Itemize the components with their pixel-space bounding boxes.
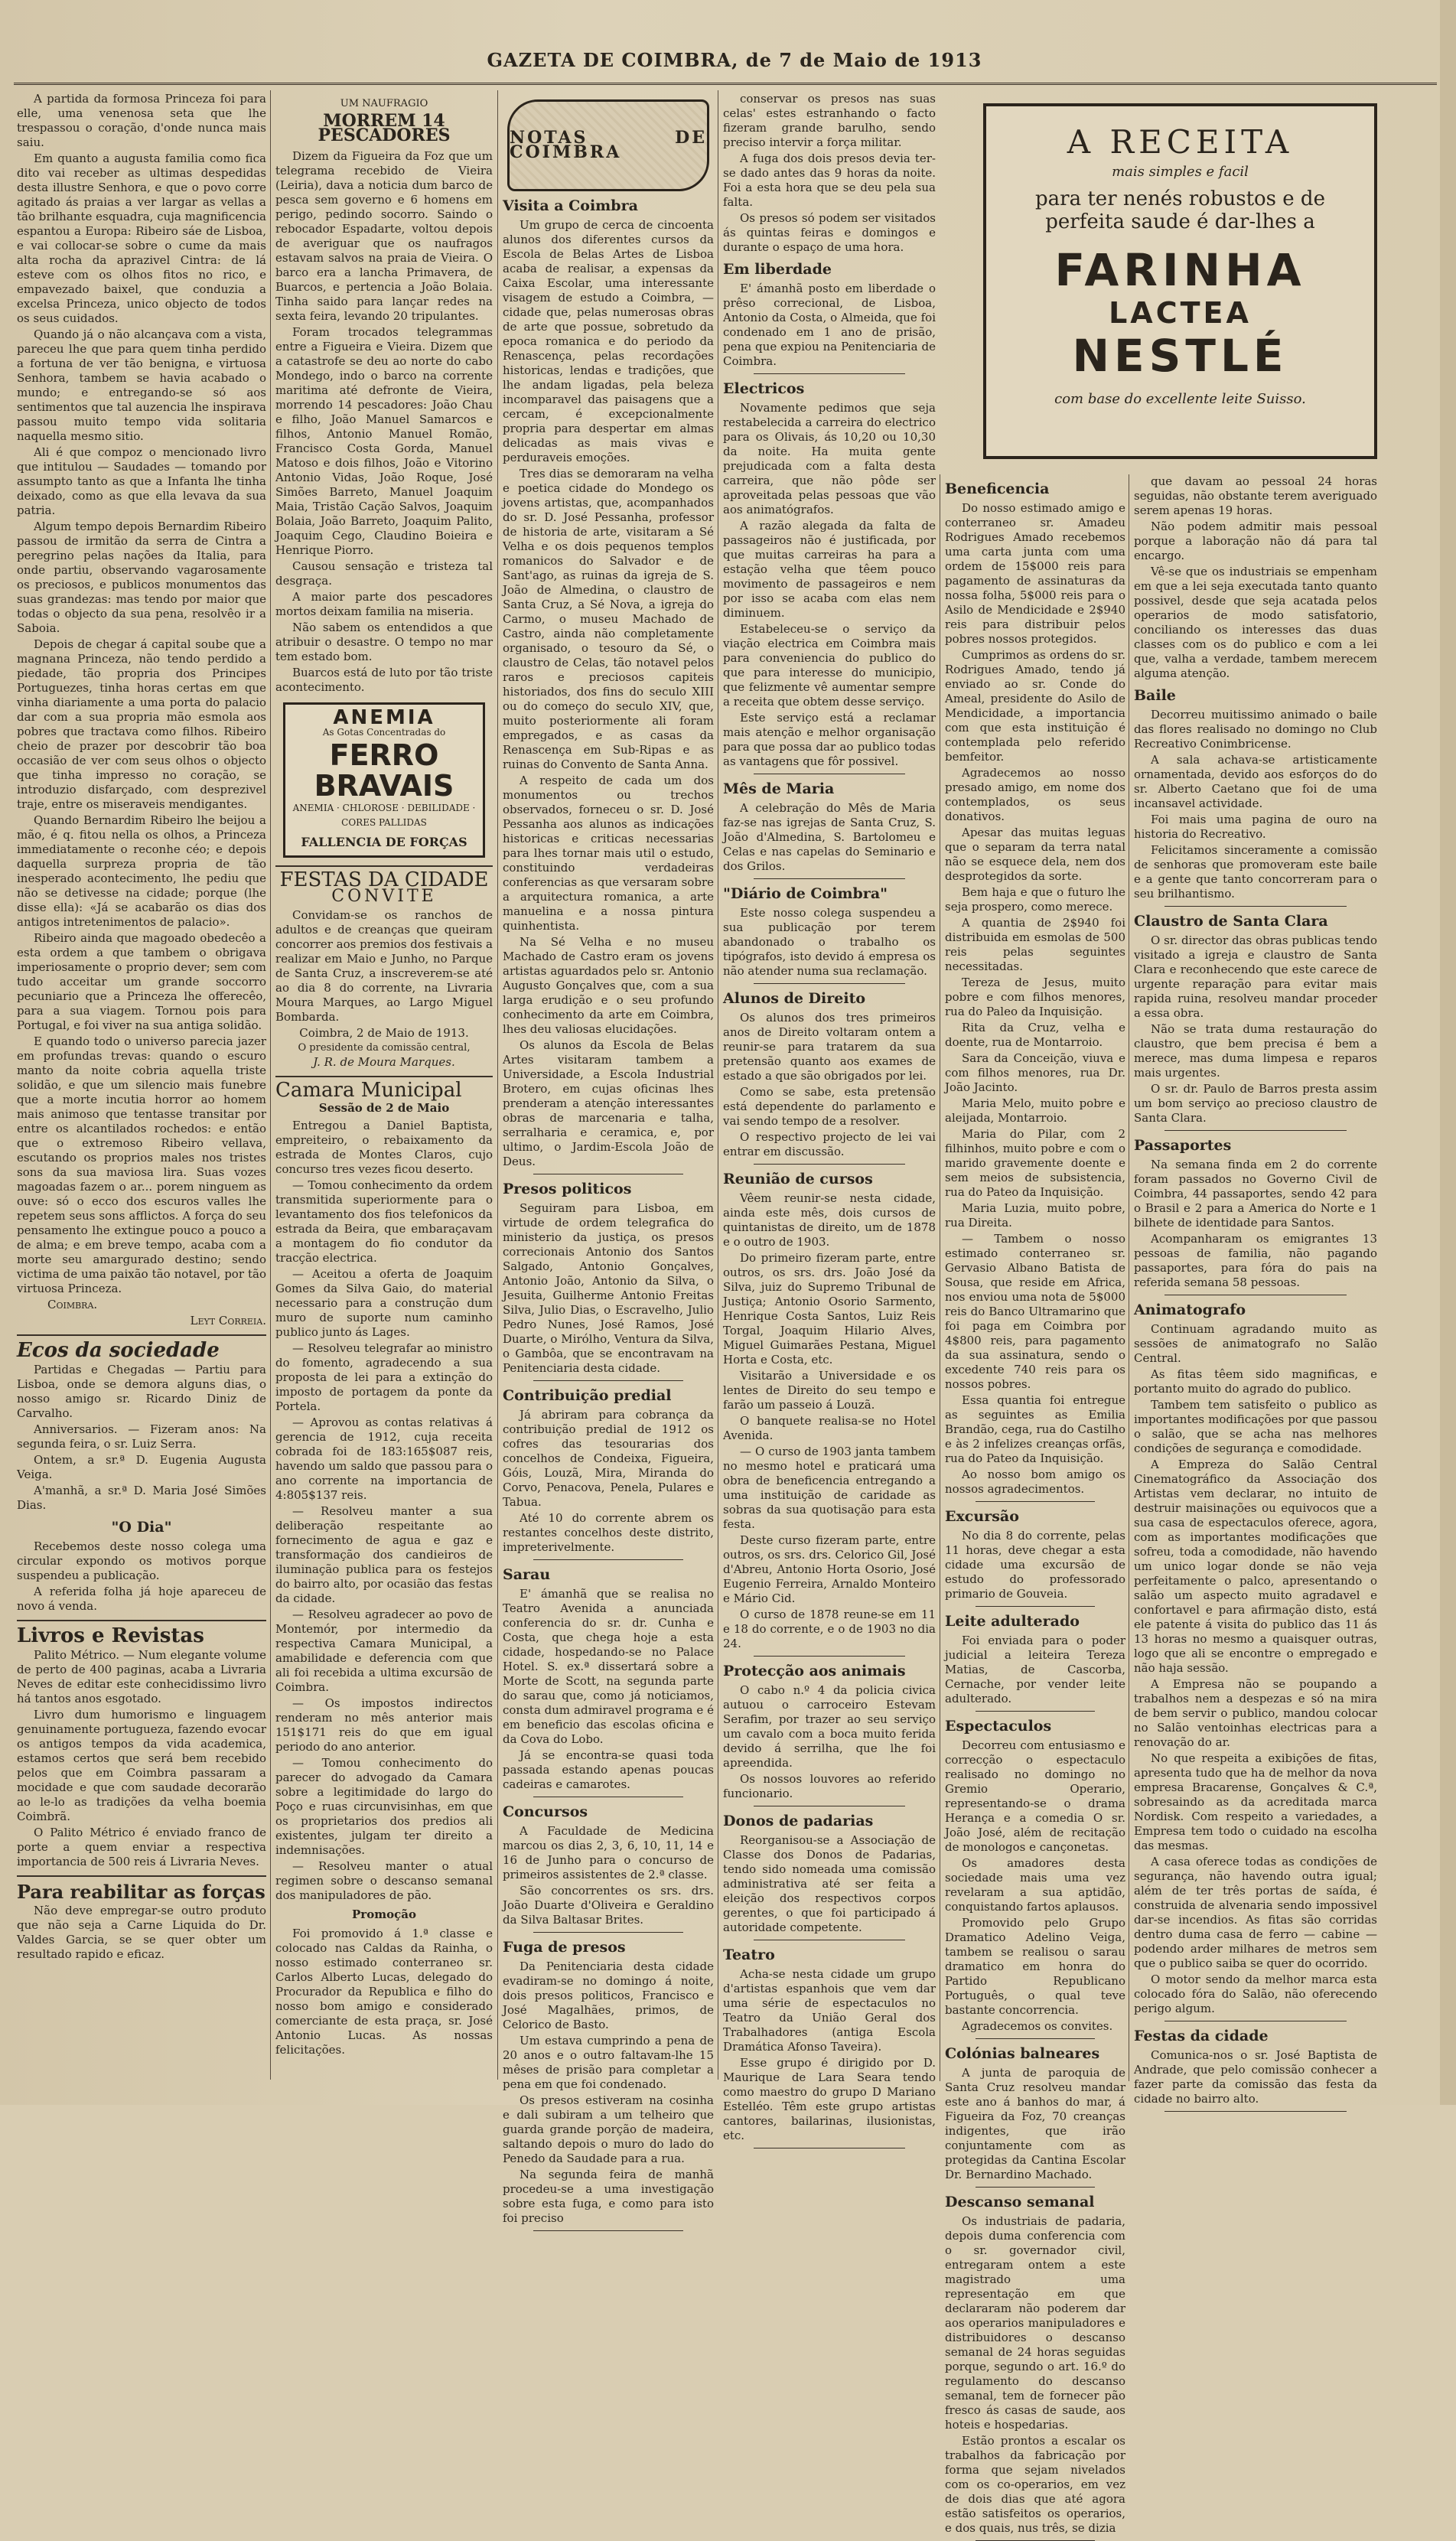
paragraph: Não se trata duma restauração do claustro, que bem precisa é bem a merece, mas duma limpesa e reparos mais urgentes. xyxy=(1134,1022,1377,1080)
section-heading: Colónias balneares xyxy=(945,2045,1100,2062)
paragraph: E' ámanhã posto em liberdade o prêso correcional, de Lisboa, Antonio da Costa, o Almeida, que foi condenado em 1 ano de prisão, pena que expiou na Penitenciaria de Coimbra. xyxy=(723,282,936,368)
paragraph: Buarcos está de luto por tão triste acontecimento. xyxy=(275,666,493,694)
camara-heading: Camara Municipal xyxy=(275,1079,462,1102)
ecos-section xyxy=(17,1363,266,1513)
paragraph: — Tambem o nosso estimado conterraneo sr. Gervasio Albano Batista de Sousa, que reside em Africa, nos enviou uma nota de 5$000 reis do Banco Ultramarino que foi paga em Coimbra por 4$800 reis, para pagamento da sua assinatura, sendo o excedente 740 reis para os nossos pobres. xyxy=(945,1232,1125,1391)
paragraph: O sr. dr. Paulo de Barros presta assim um bom serviço ao precioso claustro de Santa Clara. xyxy=(1134,1082,1377,1125)
paragraph: São concorrentes os srs. drs. João Duarte d'Oliveira e Geraldino da Silva Baltasar Brites. xyxy=(503,1884,714,1927)
paragraph: Continuam agradando muito as sessões de animatografo no Salão Central. xyxy=(1134,1322,1377,1365)
ad-lactea: LACTEA xyxy=(1109,296,1252,330)
paragraph: — Os impostos indirectos renderam no mês anterior mais 151$171 reis do que em igual periodo do ano anterior. xyxy=(275,1696,493,1754)
paragraph: Estão prontos a escalar os trabalhos da fabricação por forma que sejam nivelados com os co-operarios, em vez de dois dias que até agora estão satisfeitos os operarios, e dos quais, nus três, se dizia xyxy=(945,2434,1125,2535)
paragraph: Maria Luzia, muito pobre, rua Direita. xyxy=(945,1201,1125,1230)
camara-section xyxy=(275,1119,493,1903)
section-heading: Animatografo xyxy=(1134,1301,1246,1318)
divider xyxy=(976,1711,1095,1712)
section-heading: Visita a Coimbra xyxy=(503,197,638,214)
paragraph: Do nosso estimado amigo e conterraneo sr. Amadeu Rodrigues Amado recebemos uma carta junta com uma ordem de 15$000 reis para pagamento de assinaturas da nossa folha, 5$000 reis para o Asilo de Mendicidade e 2$940 reis para distribuir pelos pobres nossos protegidos. xyxy=(945,501,1125,646)
paragraph: — Resolveu agradecer ao povo de Montemór, por intermedio da respectiva Camara Municipal, a amabilidade e deferencia com que ali foi recebida a ultima excursão de Coimbra. xyxy=(275,1608,493,1694)
paragraph: Foi mais uma pagina de ouro na historia do Recreativo. xyxy=(1134,813,1377,841)
paragraph: Agradecemos ao nosso presado amigo, em nome dos contemplados, os seus donativos. xyxy=(945,766,1125,823)
paragraph: Dizem da Figueira da Foz que um telegrama recebido de Vieira (Leiria), dava a noticia dum barco de pesca sem governo e 6 homens em perigo, pedindo socorro. Saindo o rebocador Espadarte, voltou depois de averiguar que os naufragos estavam salvos na praia de Vieira. O barco era a lancha Primavera, de Buarcos, e pertencia a João Bolaia. Tinha saido para lançar redes na sexta feira, levando 20 tripulantes. xyxy=(275,149,493,323)
divider xyxy=(533,1559,683,1560)
paragraph: Os industriais de padaria, depois duma conferencia com o sr. governador civil, entregaram ontem a este magistrado uma representação em que declararam não poderem dar aos operarios manipuladores e distribuidores o descanso semanal de 24 horas seguidas porque, segundo o art. 16.º do regulamento do descanso semanal, tem de fornecer pão fresco ás casas de saude, aos hoteis e hospedarias. xyxy=(945,2214,1125,2432)
page-header: GAZETA DE COIMBRA, de 7 de Maio de 1913 xyxy=(487,49,982,71)
divider xyxy=(976,1501,1095,1502)
paragraph: A razão alegada da falta de passageiros não é justificada, por que muitas carreiras ha para a estação velha que têem pouco movimento de passageiros e nem por isso se acaba com elas nem diminuem. xyxy=(723,519,936,620)
column-2 xyxy=(275,92,493,2089)
paragraph: Deste curso fizeram parte, entre outros, os srs. drs. Celorico Gil, José d'Abreu, Antonio Horta Osorio, José Eugenio Ferreira, Arnaldo Monteiro e Mário Cid. xyxy=(723,1533,936,1605)
paragraph: No que respeita a exibições de fitas, apresenta tudo que ha de melhor da nova empresa Bracarense, Gonçalves & C.ª, sobresaindo as da acreditada marca Nordisk. Com respeito a variedades, a Empresa tem todo o cuidado na escolha das mesmas. xyxy=(1134,1751,1377,1852)
paragraph: Acha-se nesta cidade um grupo d'artistas espanhois que vem dar uma série de espectaculos no Teatro da União Geral dos Trabalhadores (antiga Escola Dramática Afonso Taveira). xyxy=(723,1967,936,2054)
paragraph: Comunica-nos o sr. José Baptista de Andrade, que pelo comissão conhecer a fazer parte da comissão das festa da cidade no bairro alto. xyxy=(1134,2048,1377,2106)
paragraph: Ao nosso bom amigo os nossos agradecimentos. xyxy=(945,1468,1125,1496)
paragraph: A fuga dos dois presos devia ter-se dado antes das 9 horas da noite. Foi a esta hora que se deu pela sua falta. xyxy=(723,151,936,209)
section-heading: Espectaculos xyxy=(945,1718,1052,1735)
paragraph: E quando todo o universo parecia jazer em profundas trevas: quando o escuro manto da noite cobria aquella triste solidão, e que um silencio mais funebre que a morte incutia horror ao homem mais animoso que tentasse transitar por entre os alcantilados rochedos: e então que o extremoso Ribeiro vellava, escutando os proprios males nos tristes sons da sua maviosa lira. Suas vozes magoadas fazem o ar... porem ninguem as ouve: só o ecco dos escuros valles lhe repetem seus sons afflictos. A força do seu pensamento lhe extingue pouco a pouco a de alma; e em breve tempo, acaba com a morte seu amargurado destino; sendo victima de uma paixão tão notavel, por tão virtuosa Princeza. xyxy=(17,1034,266,1295)
ecos-heading: Ecos da sociedade xyxy=(17,1339,220,1362)
ad-receita-sub: mais simples e facil xyxy=(1112,164,1249,180)
section-heading: Claustro de Santa Clara xyxy=(1134,913,1328,930)
paragraph: A partida da formosa Princeza foi para elle, uma venenosa seta que lhe trespassou o coração, d'onde nunca mais saiu. xyxy=(17,92,266,149)
festas-role: O presidente da comissão central, xyxy=(298,1042,471,1054)
festas-date: Coimbra, 2 de Maio de 1913. xyxy=(299,1026,469,1040)
news-sections xyxy=(723,262,936,2148)
column-3 xyxy=(503,92,714,2225)
article-kicker: UM NAUFRAGIO xyxy=(340,98,428,109)
ad-nestle: NESTLÉ xyxy=(1072,330,1288,382)
paragraph: No dia 8 do corrente, pelas 11 horas, deve chegar a esta cidade uma excursão de estudo do professorado primario de Gouveia. xyxy=(945,1529,1125,1601)
section-heading: Concursos xyxy=(503,1803,588,1820)
divider xyxy=(17,1620,266,1621)
paragraph: Partidas e Chegadas — Partiu para Lisboa, onde se demora alguns dias, o nosso amigo sr. Ricardo Diniz de Carvalho. xyxy=(17,1363,266,1420)
paragraph: Bem haja e que o futuro lhe seja prospero, como merece. xyxy=(945,885,1125,914)
paragraph: Decorreu com entusiasmo e correcção o espectaculo realisado no domingo no Gremio Operario, representando-se o drama Herança e a comedia O sr. João José, além de recitação de monologos e cançonetas. xyxy=(945,1738,1125,1854)
paragraph: que davam ao pessoal 24 horas seguidas, não obstante terem averiguado serem apenas 19 horas. xyxy=(1134,474,1377,517)
divider xyxy=(976,1606,1095,1607)
paragraph: Cumprimos as ordens do sr. Rodrigues Amado, tendo já enviado ao sr. Conde do Ameal, presidente do Asilo de Mendicidade, a importancia com que esta instituição é contemplada pelo referido bemfeitor. xyxy=(945,648,1125,764)
paragraph: Na segunda feira de manhã procedeu-se a uma investigação sobre esta fuga, e como para isto foi preciso xyxy=(503,2168,714,2225)
reabilitar-heading: Para reabilitar as forças xyxy=(17,1881,265,1903)
paragraph: Causou sensação e tristeza tal desgraça. xyxy=(275,559,493,588)
paragraph: — Resolveu telegrafar ao ministro do fomento, agradecendo a sua proposta de lei para a extinção do imposto de portagem da ponte da Portela. xyxy=(275,1341,493,1413)
paragraph: Até 10 do corrente abrem os restantes concelhos deste distrito, impreterivelmente. xyxy=(503,1511,714,1554)
paragraph: Acompanharam os emigrantes 13 pessoas de familia, não pagando passaportes, para fóra do pais na referida semana 58 pessoas. xyxy=(1134,1232,1377,1289)
paragraph: Maria Melo, muito pobre e aleijada, Montarroio. xyxy=(945,1096,1125,1125)
divider xyxy=(17,1334,266,1336)
paragraph: A casa oferece todas as condições de segurança, não havendo outra igual; além de ter três portas de saída, é construida de alvenaria sendo impossivel dar-se incendios. As fitas são corridas dentro duma casa de ferro — cabine — podendo arder milhares de metros sem que o publico saiba se quer do ocorrido. xyxy=(1134,1855,1377,1970)
paragraph: O respectivo projecto de lei vai entrar em discussão. xyxy=(723,1130,936,1158)
paragraph: O curso de 1878 reune-se em 11 e 18 do corrente, e o de 1903 no dia 24. xyxy=(723,1608,936,1650)
paragraph: Da Penitenciaria desta cidade evadiram-se no domingo á noite, dois presos politicos, Francisco e José Magalhães, primos, de Celorico de Basto. xyxy=(503,1960,714,2031)
paragraph: A respeito de cada um dos monumentos ou trechos observados, forneceu o sr. D. José Pessanha aos alunos as indicações historicas e criticas necessarias para lhes tornar mais util o estudo, constituindo verdadeiras conferencias as que versaram sobre a arquitectura romanica, a arte manuelina e a nossa pintura quinhentista. xyxy=(503,774,714,933)
divider xyxy=(976,2038,1095,2039)
news-sections xyxy=(945,482,1125,2541)
paragraph: Os presos só podem ser visitados ás quintas feiras e domingos e durante o espaço de uma hora. xyxy=(723,211,936,254)
paragraph: Visitarão a Universidade e os lentes de Direito do seu tempo e farão um passeio á Louzã. xyxy=(723,1369,936,1412)
paragraph: Tres dias se demoraram na velha e poetica cidade do Mondego os jovens artistas, que, acompanhados do sr. D. José Pessanha, professor de historia de arte, visitaram a Sé Velha e os dois pequenos templos romanicos do Salvador e de Sant'ago, as ruinas da igreja de S. João de Almedina, o claustro de Santa Cruz, a Sé Nova, a igreja do Carmo, o museu Machado de Castro, ainda não completamente organisado, o tesouro da Sé, o claustro de Celas, tão notavel pelos raros e preciosos capiteis historiados, dos fins do seculo XIII ou do começo do seculo XIV, que, muito posteriormente ali foram empregados, e as casas da Renascença em Sub-Ripas e as ruinas do Convento de Santa Anna. xyxy=(503,467,714,771)
ad-maker: FALLENCIA DE FORÇAS xyxy=(301,835,467,849)
paragraph: Rita da Cruz, velha e doente, rua de Montarroio. xyxy=(945,1021,1125,1049)
paragraph: Palito Métrico. — Num elegante volume de perto de 400 paginas, acaba a Livraria Neves de editar este conhecidissimo livro há tantos anos esgotado. xyxy=(17,1648,266,1705)
notas-de-coimbra-vignette: NOTAS DE COIMBRA xyxy=(507,99,709,191)
paragraph: A Faculdade de Medicina marcou os dias 2, 3, 6, 10, 11, 14 e 16 de Junho para o concurso de primeiros assistentes de 2.ª classe. xyxy=(503,1824,714,1881)
paragraph: Não sabem os entendidos a que atribuir o desastre. O tempo no mar tem estado bom. xyxy=(275,621,493,663)
paragraph: — Resolveu manter o atual regimen sobre o descanso semanal dos manipuladores de pão. xyxy=(275,1859,493,1902)
paragraph: Estabeleceu-se o serviço da viação electrica em Coimbra mais para conveniencia do publico do que para interesse do municipio, que felizmente vê aumentar sempre a receita que obtem desse serviço. xyxy=(723,622,936,709)
paragraph: Quando Bernardim Ribeiro lhe beijou a mão, é q. fitou nella os olhos, a Princeza immediatamente o reconhe céo; e depois daquella surpreza propria de tão inesperado acontecimento, lhe pediu que não se detivesse na cidade; porque (lhe disse ella): «Já se acabarão os dias dos antigos intretenimentos de palacio». xyxy=(17,813,266,929)
divider xyxy=(976,2187,1095,2188)
paragraph: Maria do Pilar, com 2 filhinhos, muito pobre e com o marido gravemente doente e sem meios de subsistencia, rua do Pateo da Inquisição. xyxy=(945,1127,1125,1199)
reabilitar-text: Não deve empregar-se outro produto que não seja a Carne Liquida do Dr. Valdes Garcia, se se quer obter um resultado rapido e eficaz. xyxy=(17,1904,266,1961)
paragraph: A quantia de 2$940 foi distribuida em esmolas de 500 reis pelas seguintes necessitadas. xyxy=(945,916,1125,973)
paragraph: Sara da Conceição, viuva e com filhos menores, rua Dr. João Jacinto. xyxy=(945,1051,1125,1094)
paragraph: O Palito Métrico é enviado franco de porte a quem enviar a respectiva importancia de 500 reis á Livraria Neves. xyxy=(17,1826,266,1868)
paragraph: Os amadores desta sociedade mais uma vez revelaram a sua aptidão, conquistando fartos aplausos. xyxy=(945,1856,1125,1914)
paragraph: Não podem admitir mais pessoal porque a laboração não dá para tal encargo. xyxy=(1134,520,1377,562)
paragraph: Foi enviada para o poder judicial a leiteira Tereza Matias, de Cascorba, Cernache, por vender leite adulterado. xyxy=(945,1634,1125,1705)
paragraph: conservar os presos nas suas celas' estes estranhando o facto fizeram grande barulho, sendo preciso intervir a força militar. xyxy=(723,92,936,149)
section-heading: Sarau xyxy=(503,1566,551,1583)
paragraph: Agradecemos os convites. xyxy=(962,2019,1113,2033)
promocao-text: Foi promovido á 1.ª classe e colocado nas Caldas da Rainha, o nosso estimado conterraneo sr. Carlos Alberto Lucas, delegado do Procurador da Republica e filho do nosso bom amigo e considerado comerciante de esta praça, sr. José Antonio Lucas. As nossas felicitações. xyxy=(275,1927,493,2057)
convite-heading: CONVITE xyxy=(331,887,437,906)
ad-brand: FERRO BRAVAIS xyxy=(314,738,454,803)
column-divider xyxy=(270,90,271,2080)
paragraph: — Resolveu manter a sua deliberação respeitante ao fornecimento de agua e gaz e transformação dos candieiros de iluminação publica para os festejos do bairro alto, por ocasião das festas da cidade. xyxy=(275,1504,493,1605)
section-heading: Fuga de presos xyxy=(503,1939,626,1956)
ad-anemia: ANEMIA xyxy=(333,706,435,729)
divider xyxy=(17,1875,266,1877)
section-heading: Presos politicos xyxy=(503,1181,632,1197)
ferro-bravais-ad xyxy=(283,702,485,858)
promocao-heading: Promoção xyxy=(352,1907,416,1921)
section-heading: Em liberdade xyxy=(723,261,832,278)
paragraph: A Empresa não se poupando a trabalhos nem a despezas e só na mira de bem servir o publico, mandou colocar no Salão ventoinhas electricas para a renovação do ar. xyxy=(1134,1677,1377,1749)
paragraph: Este serviço está a reclamar mais atenção e melhor organisação para que possa dar ao publico todas as vantagens que fôr possivel. xyxy=(723,711,936,768)
paragraph: Um grupo de cerca de cincoenta alunos dos diferentes cursos da Escola de Belas Artes de Lisboa acaba de realisar, a expensas da Caixa Escolar, uma interessante visagem de estudo a Coimbra, — cidade que, pelas numerosas obras de arte que possue, sobretudo da epoca romanica e do periodo da Renascença, pelas recordações historicas, lendas e tradições, que lhe andam ligadas, pela beleza incomparavel das paisagens que a cercam, é excepcionalmente propria para despertar em almas delicadas as mais vivas e perduraveis emoções. xyxy=(503,218,714,464)
section-heading: Baile xyxy=(1134,687,1176,704)
paragraph: Seguiram para Lisboa, em virtude de ordem telegrafica do ministerio da justiça, os presos correcionais Antonio dos Santos Salgado, Antonio Gonçalves, Antonio João, Antonio da Silva, o Jesuita, Guilherme Antonio Freitas Silva, Julio Dias, o Escravelho, Julio Pedro Nunes, José Ramos, José Duarte, o Mirólho, Ventura da Silva, o Gambôa, que se encontravam na Penitenciaria desta cidade. xyxy=(503,1201,714,1375)
section-heading: "Diário de Coimbra" xyxy=(723,885,888,902)
paragraph: — Tomou conhecimento do parecer do advogado da Camara sobre a legitimidade do largo do Poço e ruas circunvisinhas, em que os proprietarios dos predios ali existentes, julgam ter direito a indemnisações. xyxy=(275,1756,493,1857)
paragraph: Algum tempo depois Bernardim Ribeiro passou de irmitão da serra de Cintra a peregrino pelas nações da Italia, para onde partiu, observando vagarosamente os preciosos, e publicos monumentos das suas grandezas: mas tendo por maior que todas o objecto da sua pena, resolvêo ir a Saboia. xyxy=(17,520,266,635)
section-heading: Electricos xyxy=(723,380,805,397)
paragraph: Ontem, a sr.ª D. Eugenia Augusta Veiga. xyxy=(17,1453,266,1481)
section-heading: Descanso semanal xyxy=(945,2194,1095,2210)
paragraph: Apesar das muitas leguas que o separam da terra natal não se esquece dela, nem dos desprotegidos da sorte. xyxy=(945,826,1125,883)
paragraph: Foram trocados telegrammas entre a Figueira e Vieira. Dizem que a catastrofe se deu ao norte do cabo Mondego, indo o barco na corrente maritima até defronte de Vieira, morrendo 14 pescadores: João Chau e filho, João Manuel Samarcos e filhos, Antonio Manuel Romão, Francisco Costa Gorda, Manuel Matoso e dois filhos, João e Vitorino Antonio Vidas, João Roque, José Simões Barreto, Manuel Joaquim Maia, Tristão Cação Salvos, Joaquim Bolaia, João Barreto, Joaquim Palito, Joaquim Cego, Claudino Boieira e Henrique Piorro. xyxy=(275,325,493,557)
paragraph: Um estava cumprindo a pena de 20 anos e o outro faltavam-lhe 15 mêses de prisão para completar a pena em que foi condenado. xyxy=(503,2034,714,2091)
paragraph: Livro dum humorismo e linguagem genuinamente portugueza, fazendo evocar os antigos tempos da vida academica, estamos certos que será bem recebido pelos que em Coimbra passaram a mocidade e que com saudade decorarão ao le-lo as tradições da velha boemia Coimbrã. xyxy=(17,1708,266,1823)
livros-section xyxy=(17,1648,266,1869)
ad-receita-title: A RECEITA xyxy=(1067,123,1294,161)
ad-receita-text: para ter nenés robustos e de perfeita saude é dar-lhes a xyxy=(1035,187,1325,233)
paragraph: Anniversarios. — Fizeram anos: Na segunda feira, o sr. Luiz Serra. xyxy=(17,1422,266,1451)
divider xyxy=(1164,906,1347,907)
section-heading: Excursão xyxy=(945,1508,1019,1525)
paragraph: Ribeiro ainda que magoado obedecêo a esta ordem a que tambem o obrigava imperiosamente o proprio dever; sem com tudo acceitar um grande soccorro pecuniario que a Princeza lhe offerecêo, para a sua viagem. Tornou pois para Portugal, e foi viver na sua antiga solidão. xyxy=(17,931,266,1032)
paragraph: O motor sendo da melhor marca esta colocado fóra do Salão, não oferecendo perigo algum. xyxy=(1134,1973,1377,2015)
paragraph: Do primeiro fizeram parte, entre outros, os srs. drs. João José da Silva, juiz do Supremo Tribunal de Justiça; Antonio Osorio Sarmento, Henrique Costa Santos, Luiz Reis Torgal, Joaquim Hilario Alves, Miguel Guimarães Pestana, Miguel Horta e Costa, etc. xyxy=(723,1251,936,1367)
ad-farinha: FARINHA xyxy=(1054,244,1306,296)
paragraph: A Empreza do Salão Central Cinematográfico da Associação dos Artistas vem declarar, no intuito de destruir maisinações ou equivocos que a sua casa de espectaculos oferece, agora, com as importantes modificações que sofreu, toda a comodidade, não havendo um unico logar donde se não veja perfeitamente o palco, apresentando o salão um aspecto muito agradavel e confortavel e para afirmação disto, está ele patente á visita do publico das 11 ás 13 horas no mesmo a quaisquer outras, logo que ali se encontre o empregado e não haja sessão. xyxy=(1134,1458,1377,1675)
livros-heading: Livros e Revistas xyxy=(17,1624,204,1647)
paragraph: A maior parte dos pescadores mortos deixam familia na miseria. xyxy=(275,590,493,618)
paragraph: — Aceitou a oferta de Joaquim Gomes da Silva Gaio, do material necessario para a construção dum muro de suporte num caminho publico junto ás Lages. xyxy=(275,1267,493,1339)
divider xyxy=(754,373,905,374)
news-sections xyxy=(1134,689,1377,2112)
paragraph: E' ámanhã que se realisa no Teatro Avenida a anunciada conferencia do sr. dr. Cunha e Costa, que chega hoje a esta cidade, hospedando-se no Palace Hotel. S. ex.ª dissertará sobre a Morte de Scott, na segunda parte do sarau que, como já noticiamos, consta dum admiravel programa e é em beneficio das escolas oficina e da Cova do Lobo. xyxy=(503,1587,714,1746)
ad-sub: As Gotas Concentradas do xyxy=(322,727,446,738)
column-1 xyxy=(17,92,266,2089)
section-heading: Mês de Maria xyxy=(723,780,835,797)
paragraph: — Tomou conhecimento da ordem transmitida superiormente para o levantamento dos fios telefonicos da estrada da Beira, que embaraçavam a montagem do fio condutor da tracção electrica. xyxy=(275,1178,493,1265)
column-6 xyxy=(1134,474,1377,2106)
paragraph: O banquete realisa-se no Hotel Avenida. xyxy=(723,1414,936,1442)
divider xyxy=(754,983,905,984)
paragraph: A'manhã, a sr.ª D. Maria José Simões Dias. xyxy=(17,1484,266,1512)
column-divider xyxy=(497,90,498,2080)
divider xyxy=(533,1932,683,1933)
paragraph: Ali é que compoz o mencionado livro que intitulou — Saudades — tomando por assumpto tanto as que a Infanta lhe tinha deixado, como as que ella levava da sua patria. xyxy=(17,445,266,517)
notas-sections xyxy=(503,199,714,2231)
paragraph: Este nosso colega suspendeu a sua publicação por terem abandonado o trabalho os tipógrafos, isto devido á empresa os não atender numa sua reclamação. xyxy=(723,906,936,978)
article-princeza xyxy=(17,92,266,1296)
paragraph: Tereza de Jesus, muito pobre e com filhos menores, rua do Paleo da Inquisição. xyxy=(945,976,1125,1018)
section-heading: Protecção aos animais xyxy=(723,1663,906,1679)
paragraph: Vê-se que os industriais se empenham em que a lei seja executada tanto quanto possivel, desde que seja acatada pelos operarios de modo satisfatorio, conciliando os interesses das duas classes com os do publico e com a lei que, valha a verdade, tambem merecem alguma atenção. xyxy=(1134,565,1377,680)
paragraph: Já se encontra-se quasi toda passada estando apenas poucas cadeiras e camarotes. xyxy=(503,1748,714,1791)
section-heading: Contribuição predial xyxy=(503,1387,672,1404)
section-heading: Festas da cidade xyxy=(1134,2028,1269,2044)
paragraph: Novamente pedimos que seja restabelecida a carreira do electrico para os Olivais, ás 10,20 ou 10,30 da noite. Ha muita gente prejudicada com a falta desta carreira, que não pôde ser aproveitada pelas pessoas que vão aos animatógrafos. xyxy=(723,401,936,516)
paragraph: Esse grupo é dirigido por D. Maurique de Lara Seara tendo como maestro do grupo D Mariano Estelléo. Têm este grupo artistas cantores, bailarinas, ilusionistas, etc. xyxy=(723,2056,936,2142)
o-dia-heading: "O Dia" xyxy=(111,1519,172,1536)
section-heading: Beneficencia xyxy=(945,481,1050,497)
farinha-lactea-ad xyxy=(983,103,1377,459)
paragraph: Decorreu muitissimo animado o baile das flores realisado no domingo no Club Recreativo Conimbricense. xyxy=(1134,708,1377,751)
article-place: Coimbra. xyxy=(47,1298,98,1311)
paragraph: Os nossos louvores ao referido funcionario. xyxy=(723,1772,936,1800)
paragraph: Os alunos da Escola de Belas Artes visitaram tambem a Universidade, a Escola Industrial Brotero, em cujas oficinas lhes prenderam a atenção interessantes obras de marcenaria e talha, serralharia e ceramica, e, por ultimo, o Jardim-Escola João de Deus. xyxy=(503,1038,714,1168)
descanso-continuation xyxy=(1134,474,1377,681)
festas-heading: FESTAS DA CIDADE xyxy=(279,868,489,891)
column-5 xyxy=(945,474,1125,2535)
divider xyxy=(275,865,493,867)
article-naufragio xyxy=(275,149,493,695)
divider xyxy=(1164,2111,1347,2112)
section-heading: Passaportes xyxy=(1134,1137,1232,1154)
header-rule xyxy=(14,83,1437,85)
column-4 xyxy=(723,92,936,2142)
divider xyxy=(754,1164,905,1165)
section-heading: Donos de padarias xyxy=(723,1813,874,1829)
paragraph: Depois de chegar á capital soube que a magnana Princeza, não tendo perdido a piedade, tão propria dos Principes Portuguezes, tinha horas certas em que vinha diariamente a uma porta do palacio dar com a sua propria mão esmola aos pobres que tractava como filhos. Ribeiro cheio de prazer por descobrir tão boa occasião de ver com seus olhos o objecto que tinha impresso no coração, se introduzio disfarçado, com desprezivel traje, entre os miseraveis mendigantes. xyxy=(17,637,266,811)
paragraph: Como se sabe, esta pretensão está dependente do parlamento e vai sendo tempo de a resolver. xyxy=(723,1085,936,1128)
section-heading: Leite adulterado xyxy=(945,1613,1080,1630)
paragraph: A junta de paroquia de Santa Cruz resolveu mandar este ano á banhos do mar, á Figueira da Foz, 70 creanças indigentes, que irão conjuntamente com as protegidas da Cantina Escolar Dr. Bernardino Machado. xyxy=(945,2066,1125,2181)
paragraph: — O curso de 1903 janta tambem no mesmo hotel e praticará uma obra de beneficencia entregando a uma instituição de caridade as sobras da sua quotisação para esta festa. xyxy=(723,1445,936,1531)
article-title: MORREM 14 PESCADORES xyxy=(318,111,451,145)
o-dia-section xyxy=(17,1539,266,1614)
section-heading: Reunião de cursos xyxy=(723,1171,873,1187)
paragraph: Em quanto a augusta familia como fica dito vai receber as ultimas despedidas desta illustre Senhora, e que o povo corre agitado ás praias a ver largar as vellas a tão brilhante esquadra, cuja magnificencia espantou a Europa: Ribeiro sáe de Lisboa, e vai collocar-se sobre o cume da mais alta rocha da aprazivel Cintra: de lá esteve com os olhos fitos no rico, e empavezado baixel, que conduzia a excelsa Princeza, unico objecto de todos os seus cuidados. xyxy=(17,151,266,325)
paragraph: Recebemos deste nosso colega uma circular expondo os motivos porque suspendeu a publicação. xyxy=(17,1539,266,1582)
paragraph: — Aprovou as contas relativas á gerencia de 1912, cuja receita cobrada foi de 183:165$087 reis, havendo um saldo que passou para o ano corrente na importancia de 4:805$137 reis. xyxy=(275,1415,493,1502)
section-heading: Teatro xyxy=(723,1946,775,1963)
paragraph: Quando já o não alcançava com a vista, pareceu lhe que para quem tinha perdido a fortuna de ver tão benigna, e virtuosa Senhora, tambem se havia acabado o mundo; e entregando-se só aos sentimentos que tal auzencia lhe inspirava passou muito tempo vida solitaria naquella mesmo sitio. xyxy=(17,327,266,443)
paragraph: Reorganisou-se a Associação de Classe dos Donos de Padarias, tendo sido nomeada uma comissão administrativa até ser feita a eleição dos respectivos corpos gerentes, o que foi participado á autoridade competente. xyxy=(723,1833,936,1934)
paragraph: Os alunos dos tres primeiros anos de Direito voltaram ontem a reunir-se para tratarem da sua pretensão quanto aos exames de estado a que são obrigados por lei. xyxy=(723,1011,936,1083)
page-edge xyxy=(1440,0,1456,2105)
paragraph: Entregou a Daniel Baptista, empreiteiro, o rebaixamento da estrada de Montes Claros, cujo concurso tres vezes ficou deserto. xyxy=(275,1119,493,1176)
paragraph: Já abriram para cobrança da contribuição predial de 1912 os cofres das tesourarias dos concelhos de Condeixa, Figueira, Góis, Louzã, Mira, Miranda do Corvo, Penacova, Penela, Pulares e Tabua. xyxy=(503,1408,714,1509)
paragraph: Felicitamos sinceramente a comissão de senhoras que promoveram este baile e a gente que tanto concorreram para o seu brilhantismo. xyxy=(1134,843,1377,901)
paragraph: Essa quantia foi entregue as seguintes as Emilia Brandão, cega, rua do Castilho e às 2 infelizes creanças orfãs, rua do Pateo da Inquisição. xyxy=(945,1393,1125,1465)
paragraph: As fitas têem sido magnificas, e portanto muito do agrado do publico. xyxy=(1134,1367,1377,1396)
paragraph: A celebração do Mês de Maria faz-se nas igrejas de Santa Cruz, S. João d'Almedina, S. Bartolomeu e Celas e nas capelas do Seminario e dos Grilos. xyxy=(723,801,936,873)
fuga-continuation xyxy=(723,92,936,255)
paragraph: A referida folha já hoje apareceu de novo á venda. xyxy=(17,1585,266,1613)
ad-tag: ANEMIA · CHLOROSE · DEBILIDADE · CORES PALLIDAS xyxy=(292,803,476,828)
divider xyxy=(754,1656,905,1657)
paragraph: A sala achava-se artisticamente ornamentada, devido aos esforços do do sr. Alberto Caetano que foi de uma incansavel actividade. xyxy=(1134,753,1377,810)
sessao-heading: Sessão de 2 de Maio xyxy=(318,1101,450,1115)
festas-signature: J. R. de Moura Marques. xyxy=(313,1055,455,1069)
paragraph: Promovido pelo Grupo Dramatico Adelino Veiga, tambem se realisou o sarau dramatico em honra do Partido Republicano Português, o qual teve bastante concorrencia. xyxy=(945,1916,1125,2017)
section-heading: Alunos de Direito xyxy=(723,990,866,1007)
article-signature: Leyt Correia. xyxy=(190,1314,266,1328)
paragraph: Tambem tem satisfeito o publico as importantes modificações por que passou o salão, que se acha nas melhores condições de segurança e comodidade. xyxy=(1134,1398,1377,1455)
divider xyxy=(533,1380,683,1381)
divider xyxy=(1164,1130,1347,1131)
divider xyxy=(275,1076,493,1077)
divider xyxy=(754,878,905,879)
paragraph: O cabo n.º 4 da policia civica autuou o carroceiro Estevam Serafim, por trazer ao seu serviço um cavalo com a boca muito ferida devido á serrilha, que lhe foi apreendida. xyxy=(723,1683,936,1770)
ad-base: com base do excellente leite Suisso. xyxy=(1054,391,1306,407)
paragraph: Vêem reunir-se nesta cidade, ainda este mês, dois cursos de quintanistas de direito, um de 1878 e o outro de 1903. xyxy=(723,1191,936,1249)
paragraph: Na Sé Velha e no museu Machado de Castro eram os jovens artistas aguardados pelo sr. Antonio Augusto Gonçalves que, com a sua larga erudição e o seu profundo conhecimento da arte em Coimbra, lhes deu valiosas elucidações. xyxy=(503,935,714,1036)
paragraph: Os presos estiveram na cosinha e dali subiram a um telheiro que guarda grande porção de madeira, saltando depois o muro do lado do Penedo da Saudade para a rua. xyxy=(503,2093,714,2165)
divider xyxy=(533,2230,683,2231)
paragraph: O sr. director das obras publicas tendo visitado a igreja e claustro de Santa Clara e reconhecendo que este carece de urgente reparação para evitar mais rapida ruina, resolveu mandar proceder a essa obra. xyxy=(1134,933,1377,1020)
paragraph: Na semana finda em 2 do corrente foram passados no Governo Civil de Coimbra, 44 passaportes, sendo 42 para o Brasil e 2 para a America do Norte e 1 bilhete de identidade para Santos. xyxy=(1134,1158,1377,1230)
festas-text: Convidam-se os ranchos de adultos e de creanças que queiram concorrer aos premios dos festivais a realizar em Maio e Junho, no Parque de Santa Cruz, a inscreverem-se até ao dia 8 do corrente, na Livraria Moura Marques, ao Largo Miguel Bombarda. xyxy=(275,908,493,1024)
